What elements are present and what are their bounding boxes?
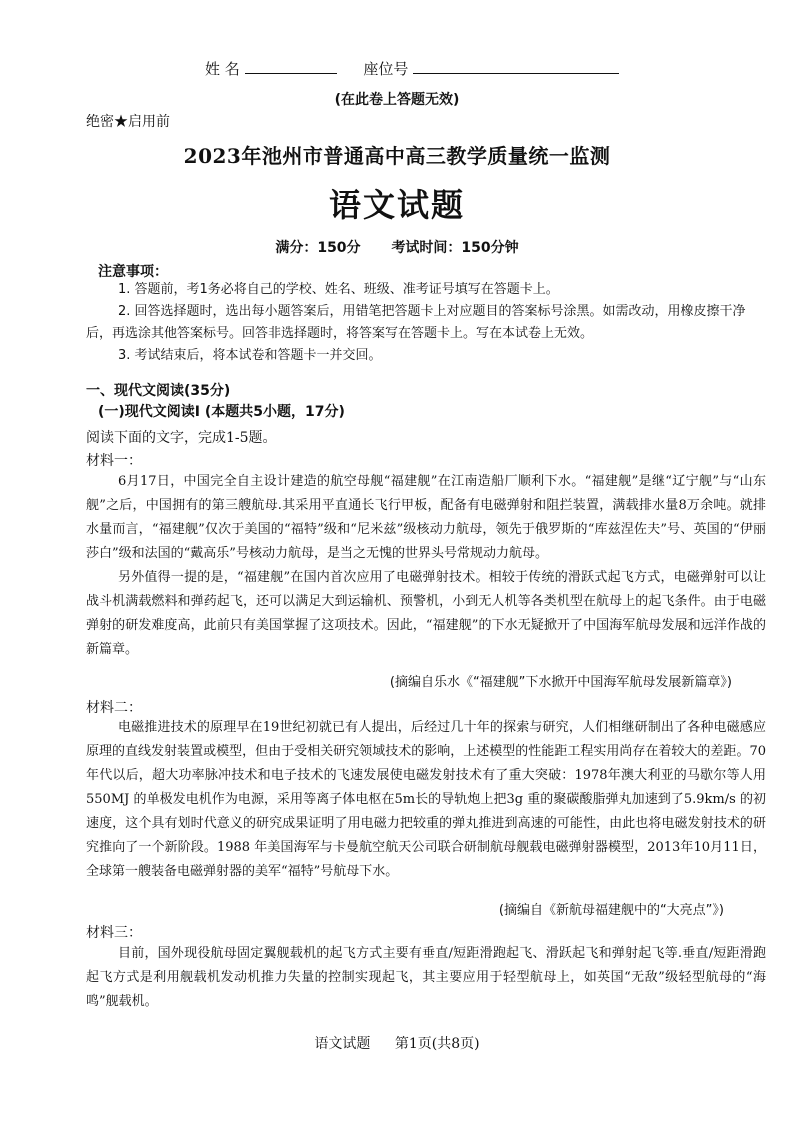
subject-title: 语文试题 — [328, 186, 465, 224]
material1-label: 材料一： — [86, 453, 142, 469]
secret-label: 绝密★启用前 — [86, 114, 170, 130]
score-info — [0, 237, 794, 257]
paragraph: 另外值得一提的是，“福建舰”在国内首次应用了电磁弹射技术。相较于传统的滑跃式起飞方式，电磁弹射可以让战斗机满载燃料和弹药起飞，还可以满足大到运输机、预警机，小到无人机等各类机型在航母上的起飞条件。由于电磁弹射的研发难度高，此前只有美国掌握了这项技术。因此，“福建舰”的下水无疑掀开了中国海军航母发展和远洋作战的新篇章。 — [86, 570, 766, 657]
material1-body — [86, 470, 766, 662]
notice-heading: 注意事项： — [98, 264, 168, 280]
paragraph: 目前，国外现役航母固定翼舰载机的起飞方式主要有垂直/短距滑跑起飞、滑跃起飞和弹射起飞等.垂直/短距滑跑起飞方式是利用舰载机发动机推力失量的控制实现起飞，其主要应用于轻型航母上，如英国“无敌”级轻型航母的“海鸣”舰载机。 — [86, 946, 766, 1009]
material3-label: 材料三： — [86, 925, 142, 941]
notice-item: 1. 答题前，考1务必将自己的学校、姓名、班级、准考证号填写在答题卡上。 — [118, 282, 559, 297]
notice-item: 2. 回答选择题时，选出每小题答案后，用错笔把答题卡上对应题目的答案标号涂黑。如需改动，用橡皮擦干净后，再选涂其他答案标号。回答非选择题时，将答案写在答题卡上。写在本试卷上无效。 — [86, 304, 746, 341]
material3-body — [86, 942, 766, 1014]
candidate-info-row — [205, 58, 619, 79]
seat-label: 座位号 — [363, 60, 409, 78]
material2-source: (摘编自《新航母福建舰中的“大亮点”》) — [498, 903, 724, 918]
notice-list — [86, 279, 766, 367]
paragraph: 6月17日，中国完全自主设计建造的航空母舰“福建舰”在江南造船厂顺利下水。“福建舰”是继“辽宁舰”与“山东舰”之后，中国拥有的第三艘航母.其采用平直通长飞行甲板，配备有电磁弹射和阻拦装置，满载排水量8万余吨。就排水量而言，“福建舰”仅次于美国的“福特”级和“尼米兹”级核动力航母，领先于俄罗斯的“库兹涅佐夫”号、英国的“伊丽莎白”级和法国的“戴高乐”号核动力航母，是当之无愧的世界头号常规动力航母。 — [86, 474, 766, 561]
subsection-heading: (一)现代文阅读Ⅰ (本题共5小题，17分) — [98, 404, 345, 420]
instruction: 阅读下面的文字，完成1-5题。 — [86, 430, 277, 446]
invalid-note: (在此卷上答题无效) — [334, 92, 460, 108]
section-heading: 一、现代文阅读(35分) — [86, 383, 231, 399]
notice-item: 3. 考试结束后，将本试卷和答题卡一并交回。 — [118, 348, 382, 363]
footer-page-number: 第1页(共8页) — [394, 1036, 480, 1052]
material1-source: (摘编自乐水《“福建舰”下水掀开中国海军航母发展新篇章》) — [389, 675, 732, 690]
exam-time: 考试时间：150分钟 — [391, 240, 519, 256]
paragraph: 电磁推进技术的原理早在19世纪初就已有人提出，后经过几十年的探索与研究，人们相继研制出了各种电磁感应原理的直线发射装置或模型，但由于受相关研究领域技术的影响，上述模型的性能距工程实用尚存在着较大的差距。70年代以后，超大功率脉冲技术和电子技术的飞速发展使电磁发射技术有了重大突破：1978年澳大利亚的马歇尔等人用550MJ 的单极发电机作为电源，采用等离子体电枢在5m长的导轨炮上把3g 重的聚碳酸脂弹丸加速到了5.9km/s 的初速度，这个具有划时代意义的研究成果证明了用电磁力把较重的弹丸推进到高速的可能性，由此也将电磁发射技术的研究推向了一个新阶段。1988 年美国海军与卡曼航空航天公司联合研制航母舰载电磁弹射器模型，2013年10月11日，全球第一艘装备电磁弹射器的美军“福特”号航母下水。 — [86, 720, 766, 879]
seat-blank — [413, 59, 619, 74]
page-footer — [0, 1033, 794, 1053]
name-label: 姓 名 — [205, 60, 240, 78]
name-blank — [245, 59, 337, 74]
material2-label: 材料二： — [86, 700, 142, 716]
exam-title: 2023年池州市普通高中高三教学质量统一监测 — [183, 144, 611, 168]
footer-subject: 语文试题 — [314, 1036, 371, 1052]
full-score: 满分：150分 — [275, 240, 361, 256]
material2-body — [86, 716, 766, 884]
